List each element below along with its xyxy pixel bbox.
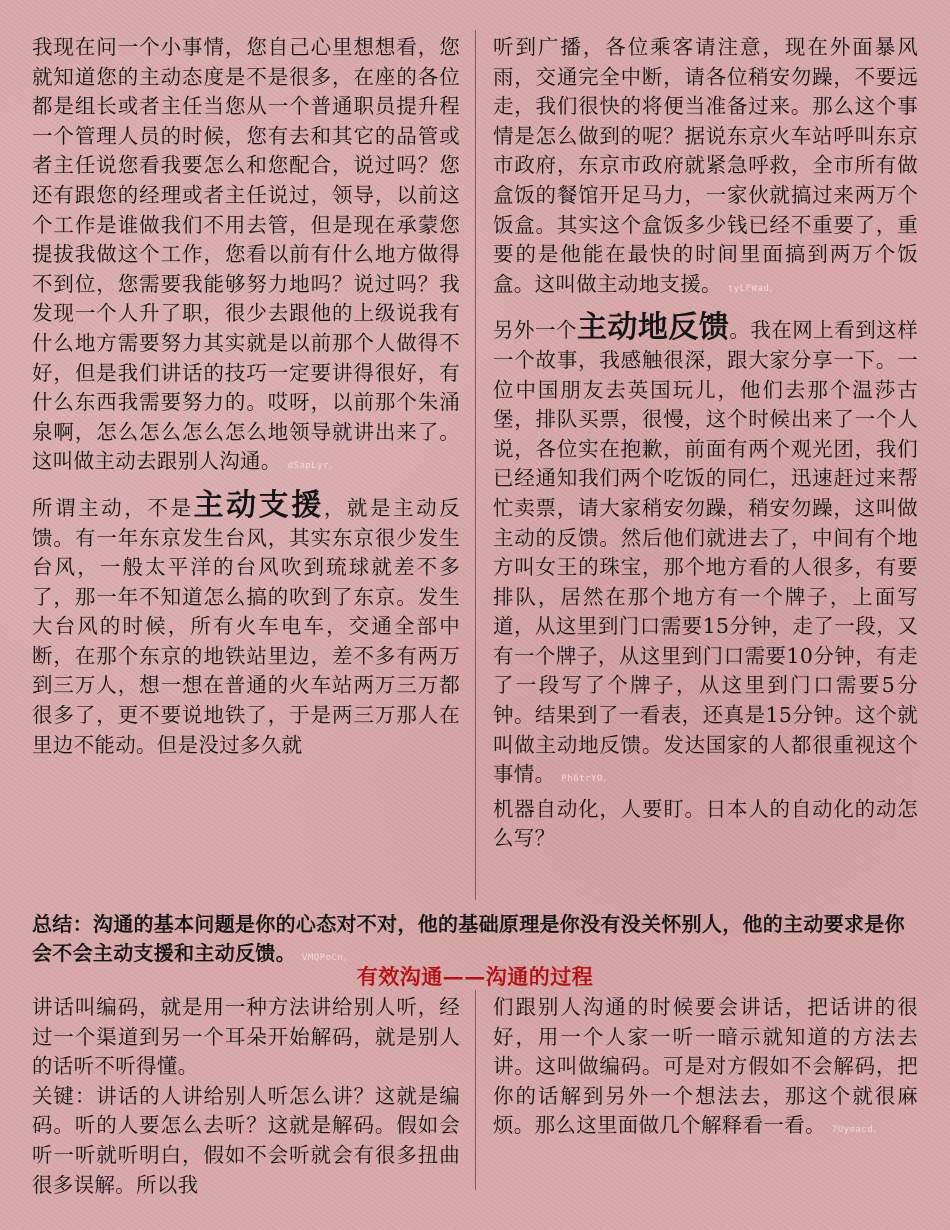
section-title: 有效沟通——沟通的过程 (356, 964, 594, 989)
left-column (32, 33, 460, 760)
right-paragraph-2-text: 。我在网上看到这样一个故事，我感触很深，跟大家分享一下。一位中国朋友去英国玩儿，他们去那个温莎古堡，排队买票，很慢，这个时候出来了一个人说，各位实在抱歉，前面有两个观光团，我们已经通知我们两个吃饭的同仁，迅速赶过来帮忙卖票，请大家稍安勿躁，稍安勿躁，这叫做主动的反馈。然后他们就进去了，中间有个地方叫女王的珠宝，那个地方看的人很多，有要排队，居然在那个地方有一个牌子，上面写道，从这里到门口需要15分钟，走了一段，又有一个牌子，从这里到门口需要10分钟，有走了一段写了个牌子，从这里到门口需要5分钟。结果到了一看表，还真是15分钟。这个就叫做主动地反馈。发达国家的人都很重视这个事情。 (493, 318, 919, 787)
column-divider-top (475, 30, 476, 900)
left-paragraph-1 (32, 33, 460, 482)
right-paragraph-1 (493, 33, 918, 304)
left-paragraph-2 (32, 487, 460, 760)
summary-text: 总结：沟通的基本问题是你的心态对不对，他的基础原理是你没有没关怀别人，他的主动要求是你会不会主动支援和主动反馈。 (32, 912, 905, 965)
left-paragraph-1-text: 我现在问一个小事情，您自己心里想想看，您就知道您的主动态度是不是很多，在座的各位都是组长或者主任当您从一个普通职员提升程一个管理人员的时候，您有去和其它的品管或者主任说您看我要怎么和您配合，说过吗？您还有跟您的经理或者主任说过，领导，以前这个工作是谁做我们不用去管，但是现在承蒙您提拔我做这个工作，您看以前有什么地方做得不到位，您需要我能够努力地吗？说过吗？我发现一个人升了职，很少去跟他的上级说我有什么地方需要努力其实就是以前那个人做得不好，但是我们讲话的技巧一定要讲得很好，有什么东西我需要努力的。哎呀，以前那个朱涌泉啊，怎么怎么怎么怎么地领导就讲出来了。这叫做主动去跟别人沟通。 (32, 35, 460, 474)
watermark-code: 7Uyeacd。 (831, 1125, 883, 1136)
watermark-code: VMQPoCn。 (301, 953, 353, 963)
emphasis-active-support: 主动支援 (193, 487, 324, 523)
bottom-left-column (32, 993, 460, 1200)
column-divider-bottom (475, 990, 476, 1190)
left-paragraph-2-lead: 所谓主动，不是 (32, 495, 194, 520)
right-paragraph-1-text: 听到广播，各位乘客请注意，现在外面暴风雨，交通完全中断，请各位稍安勿躁，不要远走，我们很快的将便当准备过来。那么这个事情是怎么做到的呢？据说东京火车站呼叫东京市政府，东京市政府就紧急呼救，全市所有做盒饭的餐馆开足马力，一家伙就搞过来两万个饭盒。其实这个盒饭多少钱已经不重要了，重要的是他能在最快的时间里面搞到两万个饭盒。这叫做主动地支援。 (493, 35, 918, 296)
right-column (493, 33, 918, 854)
bottom-right-paragraph-1 (493, 993, 918, 1146)
watermark-code: dSapLyr。 (287, 461, 339, 472)
right-paragraph-2-lead: 另外一个 (493, 318, 577, 343)
emphasis-active-feedback: 主动地反馈 (576, 310, 730, 346)
right-paragraph-2 (493, 310, 919, 795)
watermark-code: tyLFWad。 (727, 283, 779, 294)
bottom-right-column (493, 993, 918, 1146)
right-paragraph-3: 机器自动化，人要盯。日本人的自动化的动怎么写？ (493, 796, 918, 851)
bottom-left-paragraph-2: 关键：讲话的人讲给别人听怎么讲？这就是编码。听的人要怎么去听？这就是解码。假如会听一听就听明白，假如不会听就会有很多扭曲很多误解。所以我 (32, 1083, 460, 1197)
bottom-left-paragraph-1: 讲话叫编码，就是用一种方法讲给别人听，经过一个渠道到另一个耳朵开始解码，就是别人的话听不听得懂。 (32, 995, 460, 1079)
bottom-right-paragraph-1-text: 们跟别人沟通的时候要会讲话，把话讲的很好，用一个人家一听一暗示就知道的方法去讲。这叫做编码。可是对方假如不会解码，把你的话解到另外一个想法去，那这个就很麻烦。那么这里面做几个解释看一看。 (493, 995, 918, 1138)
left-paragraph-2-text: ，就是主动反馈。有一年东京发生台风，其实东京很少发生台风，一般太平洋的台风吹到琉球就差不多了，那一年不知道怎么搞的吹到了东京。发生大台风的时候，所有火车电车，交通全部中断，在那个东京的地铁站里边，差不多有两万到三万人，想一想在普通的火车站两万三万都很多了，更不要说地铁了，于是两三万那人在里边不能动。但是没过多久就 (32, 495, 460, 757)
watermark-code: Ph6trYO。 (561, 774, 613, 785)
